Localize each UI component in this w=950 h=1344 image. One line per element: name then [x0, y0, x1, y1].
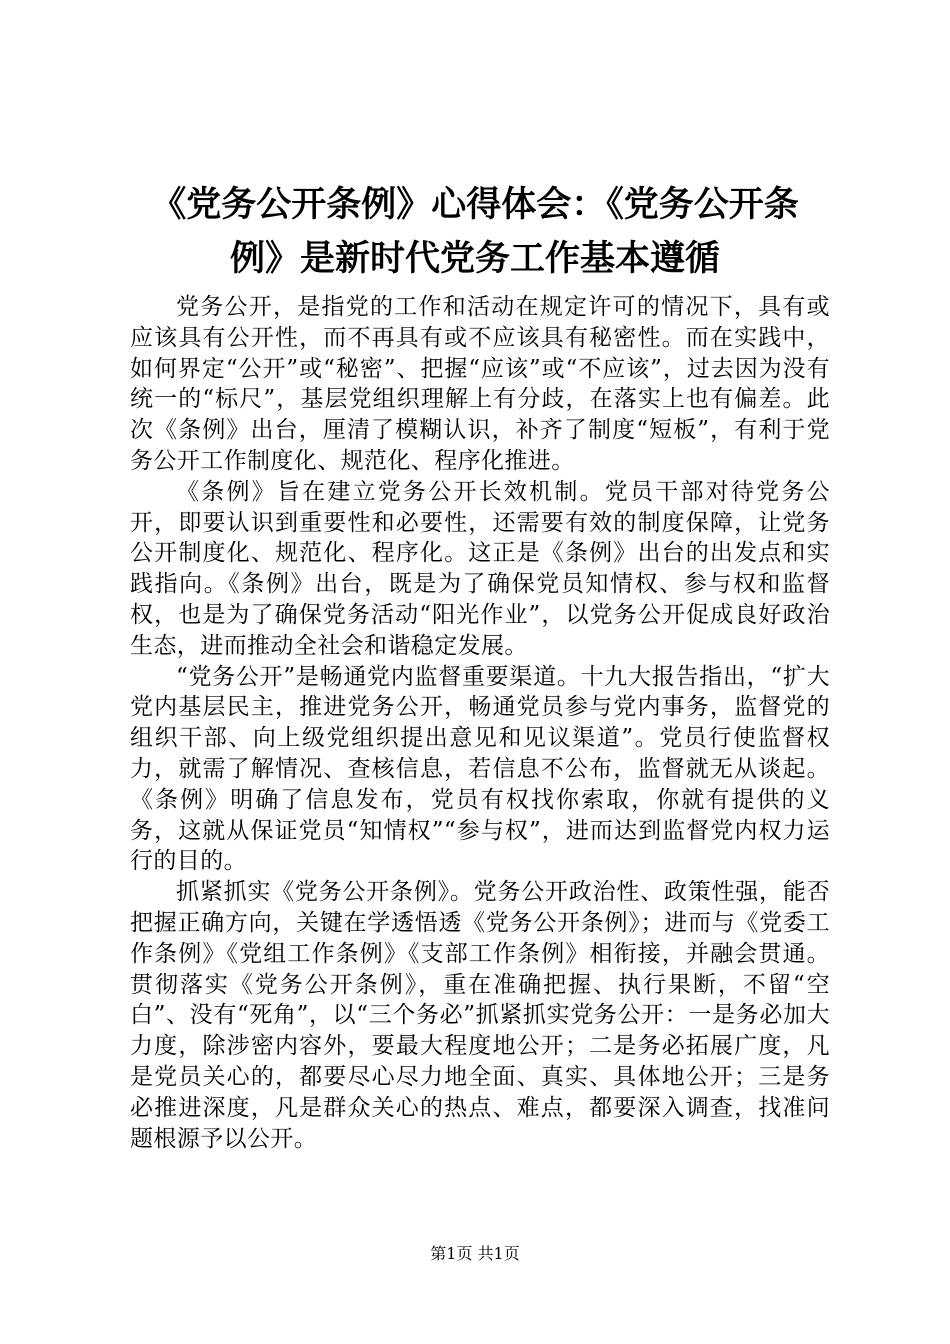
document-title — [120, 178, 830, 286]
paragraph-1: 党务公开，是指党的工作和活动在规定许可的情况下，具有或应该具有公开性，而不再具有或不应该具有秘密性。而在实践中，如何界定“公开”或“秘密”、把握“应该”或“不应该”，过去因为没有统一的“标尺”，基层党组织理解上有分歧，在落实上也有偏差。此次《条例》出台，厘清了模糊认识，补齐了制度“短板”，有利于党务公开工作制度化、规范化、程序化推进。 — [130, 294, 830, 474]
document-body — [130, 292, 830, 1154]
title-line-1: 《党务公开条例》心得体会：《党务公开条 — [151, 184, 799, 225]
paragraph-2: 《条例》旨在建立党务公开长效机制。党员干部对待党务公开，即要认识到重要性和必要性，还需要有效的制度保障，让党务公开制度化、规范化、程序化。这正是《条例》出台的出发点和实践指向。《条例》出台，既是为了确保党员知情权、参与权和监督权，也是为了确保党务活动“阳光作业”，以党务公开促成良好政治生态，进而推动全社会和谐稳定发展。 — [130, 478, 830, 659]
paragraph-3: “党务公开”是畅通党内监督重要渠道。十九大报告指出，“扩大党内基层民主，推进党务公开，畅通党员参与党内事务，监督党的组织干部、向上级党组织提出意见和见议渠道”。党员行使监督权力，就需了解情况、查核信息，若信息不公布，监督就无从谈起。《条例》明确了信息发布，党员有权找你索取，你就有提供的义务，这就从保证党员“知情权”“参与权”，进而达到监督党内权力运行的目的。 — [130, 663, 830, 875]
title-line-2: 例》是新时代党务工作基本遵循 — [229, 238, 720, 279]
paragraph-4: 抓紧抓实《党务公开条例》。党务公开政治性、政策性强，能否把握正确方向，关键在学透悟透《党务公开条例》；进而与《党委工作条例》《党组工作条例》《支部工作条例》相衔接，并融会贯通。贯彻落实《党务公开条例》，重在准确把握、执行果断，不留“空白”、没有“死角”，以“三个务必”抓紧抓实党务公开：一是务必加大力度，除涉密内容外，要最大程度地公开；二是务必拓展广度，凡是党员关心的，都要尽心尽力地全面、真实、具体地公开；三是务必推进深度，凡是群众关心的热点、难点，都要深入调查，找准问题根源予以公开。 — [130, 879, 830, 1152]
page-footer: 第1页 共1页 — [430, 1244, 520, 1263]
